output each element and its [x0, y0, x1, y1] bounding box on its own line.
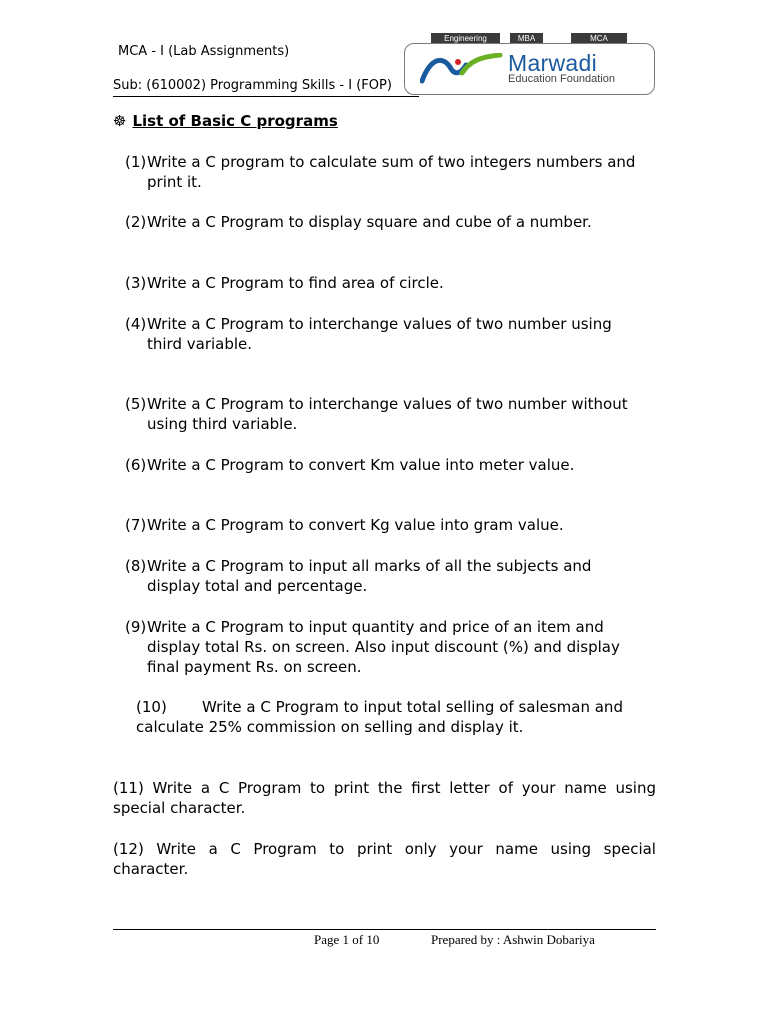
wheel-bullet-icon: ☸: [113, 112, 127, 130]
list-item: [125, 515, 655, 535]
item-text: Write a C Program to convert Kg value into gram value.: [147, 516, 564, 534]
item-number: (5): [125, 395, 147, 413]
list-item: [125, 212, 655, 232]
item-text: Write a C Program to interchange values of two number using: [147, 315, 612, 333]
item-number: (8): [125, 557, 147, 575]
item-number: (12): [113, 840, 144, 858]
item-number: (11): [113, 779, 144, 797]
item-number: (9): [125, 618, 147, 636]
section-title: [113, 112, 338, 130]
list-item: [125, 394, 655, 434]
item-continuation: final payment Rs. on screen.: [147, 658, 362, 676]
logo-tab-mca: MCA: [571, 33, 627, 44]
item-text: Write a C Program to interchange values of two number without: [147, 395, 628, 413]
item-continuation: print it.: [147, 173, 202, 191]
item-number: (7): [125, 516, 147, 534]
item-number: (10): [136, 698, 167, 716]
footer-rule: [113, 929, 656, 930]
list-item: [113, 839, 656, 879]
item-text: Write a C Program to input all marks of all the subjects and: [147, 557, 592, 575]
prepared-by: Prepared by : Ashwin Dobariya: [431, 932, 595, 947]
marwadi-swoosh-icon: [420, 53, 504, 85]
course-header: MCA - I (Lab Assignments): [118, 44, 290, 59]
list-item: [125, 314, 655, 354]
item-text: Write a C Program to find area of circle.: [147, 274, 444, 292]
item-number: (3): [125, 274, 147, 292]
page-number: Page 1 of 10: [314, 932, 380, 947]
item-continuation: display total Rs. on screen. Also input discount (%) and display: [147, 638, 620, 656]
subject-header: Sub: (610002) Programming Skills - I (FOP): [113, 78, 392, 93]
item-number: (4): [125, 315, 147, 333]
item-continuation: special character.: [113, 799, 246, 817]
list-item: [125, 617, 655, 677]
list-item: [136, 697, 656, 737]
item-continuation: calculate 25% commission on selling and display it.: [136, 718, 524, 736]
item-continuation: character.: [113, 860, 189, 878]
item-text: Write a C Program to print the first letter of your name using: [152, 779, 656, 797]
item-continuation: using third variable.: [147, 415, 298, 433]
logo-tab-mba: MBA: [510, 33, 543, 44]
list-item: [113, 778, 656, 818]
item-text: Write a C Program to convert Km value into meter value.: [147, 456, 575, 474]
logo-subtitle: Education Foundation: [508, 73, 616, 85]
marwadi-logo: [404, 33, 655, 96]
logo-name: Marwadi: [508, 50, 598, 76]
item-text: Write a C program to calculate sum of two integers numbers and: [147, 153, 636, 171]
item-text: Write a C Program to input total selling of salesman and: [202, 698, 623, 716]
list-item: [125, 455, 655, 475]
item-text: Write a C Program to print only your name using special: [156, 840, 656, 858]
item-text: Write a C Program to display square and cube of a number.: [147, 213, 592, 231]
item-text: Write a C Program to input quantity and price of an item and: [147, 618, 604, 636]
list-item: [125, 273, 655, 293]
list-item: [125, 556, 655, 596]
list-item: [125, 152, 655, 192]
item-number: (6): [125, 456, 147, 474]
item-continuation: display total and percentage.: [147, 577, 368, 595]
logo-tab-engineering: Engineering: [431, 33, 500, 44]
item-number: (2): [125, 213, 147, 231]
item-number: (1): [125, 153, 147, 171]
section-title-text: List of Basic C programs: [132, 112, 338, 130]
item-continuation: third variable.: [147, 335, 253, 353]
header-underline: [113, 96, 419, 97]
